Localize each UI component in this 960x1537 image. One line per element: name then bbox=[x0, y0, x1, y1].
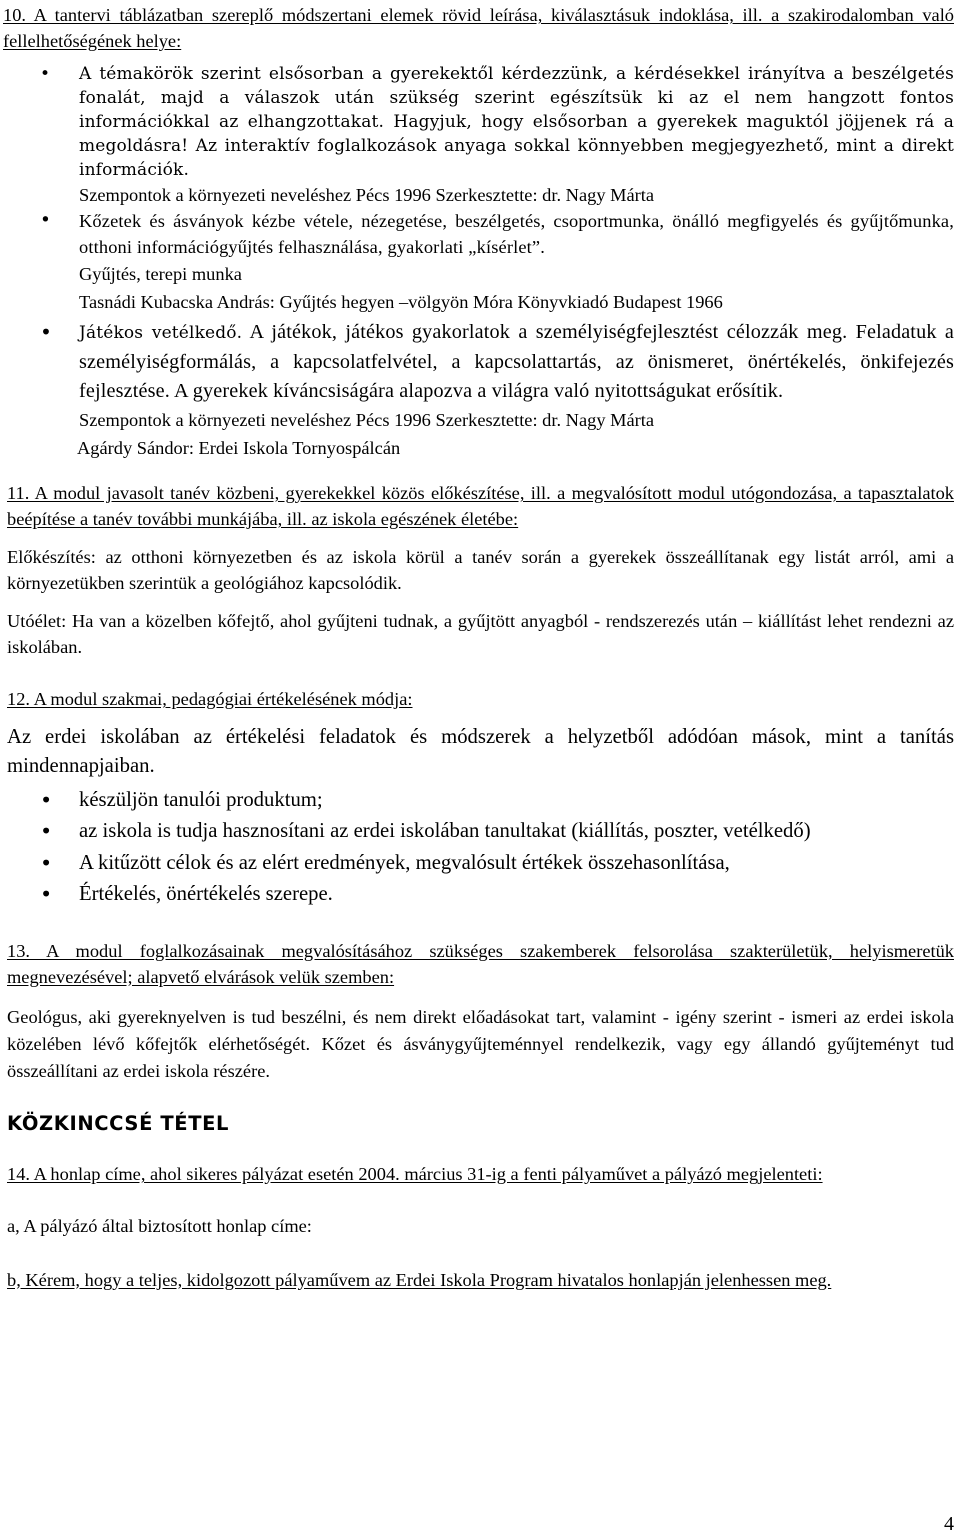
list-item: • az iskola is tudja hasznosítani az erdei iskolában tanultakat (kiállítás, poszter, vetélkedő) bbox=[7, 817, 954, 847]
section-10-bullet-1 bbox=[7, 62, 954, 182]
section-10-bullet-2 bbox=[7, 208, 954, 260]
page-number: 4 bbox=[944, 1512, 954, 1535]
gyujtes-line: Gyűjtés, terepi munka bbox=[79, 264, 242, 284]
reference-1: Szempontok a környezeti neveléshez Pécs 1996 Szerkesztette: dr. Nagy Márta bbox=[79, 185, 655, 205]
section-12-heading-text: 12. A modul szakmai, pedagógiai értékelésének módja: bbox=[7, 689, 413, 709]
section-12 bbox=[7, 686, 954, 910]
section-11-afterlife: Utóélet: Ha van a közelben kőfejtő, ahol gyűjteni tudnak, a gyűjtött anyagból - rendszerezés után – kiállítást lehet rendezni az iskolában. bbox=[7, 611, 954, 657]
section-14-b: b, Kérem, hogy a teljes, kidolgozott pályaművem az Erdei Iskola Program hivatalos honlapján jelenhessen meg. bbox=[7, 1269, 832, 1290]
section-13 bbox=[7, 938, 954, 1085]
section-11-heading: 11. A modul javasolt tanév közbeni, gyerekekkel közös előkészítése, ill. a megvalósított modul utógondozása, a tapasztalatok beépítése a tanév további munkájába, ill. az iskola egészének életébe: bbox=[7, 483, 954, 529]
bullet-1-text: A témakörök szerint elsősorban a gyerekektől kérdezzünk, a kérdésekkel irányítva a beszélgetés fonalát, majd a válaszok után szükség szerint egészítsük ki az el nem hangzott fontos információkkal az elhangzottakat. Hagyjuk, hogy elsősorban a gyerekek maguktól jöjjenek rá a megoldásra! Az interaktív foglalkozások anyaga sokkal könnyebben megjegyezhető, mint a direkt információk. bbox=[79, 64, 954, 180]
section-10 bbox=[3, 0, 954, 462]
section-14 bbox=[7, 1161, 954, 1294]
section-14-heading: 14. A honlap címe, ahol sikeres pályázat esetén 2004. március 31-ig a fenti pályaművet a pályázó megjelenteti: bbox=[7, 1164, 823, 1184]
section-14-a: a, A pályázó által biztosított honlap címe: bbox=[7, 1216, 312, 1236]
bullet-3-text: A játékok, játékos gyakorlatok a személyiségfejlesztést célozzák meg. Feladatuk a személyiségformálás, a kapcsolatfelvétel, a kapcsolattartás, az önismeret, önértékelés, önkifejezés fejlesztése. A gyerekek kíváncsiságára alapozva a világra való nyitottságukat erősítik. bbox=[79, 321, 954, 402]
section-10-heading: 10. A tantervi táblázatban szereplő módszertani elemek rövid leírása, kiválasztásuk indoklása, ill. a szakirodalomban való fellelhetőségének helye: bbox=[3, 5, 954, 51]
section-13-heading: 13. A modul foglalkozásainak megvalósításához szükséges szakemberek felsorolása szakterületük, helyismeretük megnevezésével; alapvető elvárások velük szemben: bbox=[7, 940, 954, 987]
section-11 bbox=[7, 480, 954, 660]
section-12-list bbox=[7, 786, 954, 910]
section-13-text: Geológus, aki gyereknyelven is tud beszélni, és nem direkt előadásokat tart, valamint - igény szerint - ismeri az erdei iskola közelében lévő kőfejtők elérhetőségét. Kőzet és ásványgyűjteménnyel rendelkezik, vagy egy állandó gyűjteményt tud összeállítani az erdei iskola részére. bbox=[7, 1006, 954, 1081]
section-10-bullet-3 bbox=[7, 318, 954, 406]
section-12-heading bbox=[7, 686, 954, 713]
section-12-intro: Az erdei iskolában az értékelési feladatok és módszerek a helyzetből adódóan mások, mint a tanítás mindennapjaiban. bbox=[7, 725, 954, 777]
common-title: KÖZKINCCSÉ TÉTEL bbox=[7, 1111, 230, 1135]
list-item: • A kitűzött célok és az elért eredmények, megvalósult értékek összehasonlítása, bbox=[7, 849, 954, 879]
section-10-list bbox=[7, 62, 954, 462]
bullet-3-lead: Játékos vetélkedő. bbox=[79, 323, 243, 343]
reference-2: Szempontok a környezeti neveléshez Pécs 1996 Szerkesztette: dr. Nagy Márta bbox=[79, 410, 655, 430]
list-item: • készüljön tanulói produktum; bbox=[7, 786, 954, 816]
reference-3: Agárdy Sándor: Erdei Iskola Tornyospálcán bbox=[77, 438, 401, 458]
list-item: • Értékelés, önértékelés szerepe. bbox=[7, 880, 954, 910]
section-11-preparation: Előkészítés: az otthoni környezetben és az iskola körül a tanév során a gyerekek összeállítanak egy listát arról, ami a környezetükben szerintük a geológiához kapcsolódik. bbox=[7, 547, 954, 593]
bullet-2-text: Kőzetek és ásványok kézbe vétele, nézegetése, beszélgetés, csoportmunka, önálló megfigyelés és gyűjtőmunka, otthoni információgyűjtés felhasználása, gyakorlati „kísérlet”. bbox=[79, 211, 954, 257]
tasnadi-reference: Tasnádi Kubacska András: Gyűjtés hegyen –völgyön Móra Könyvkiadó Budapest 1966 bbox=[79, 292, 723, 312]
